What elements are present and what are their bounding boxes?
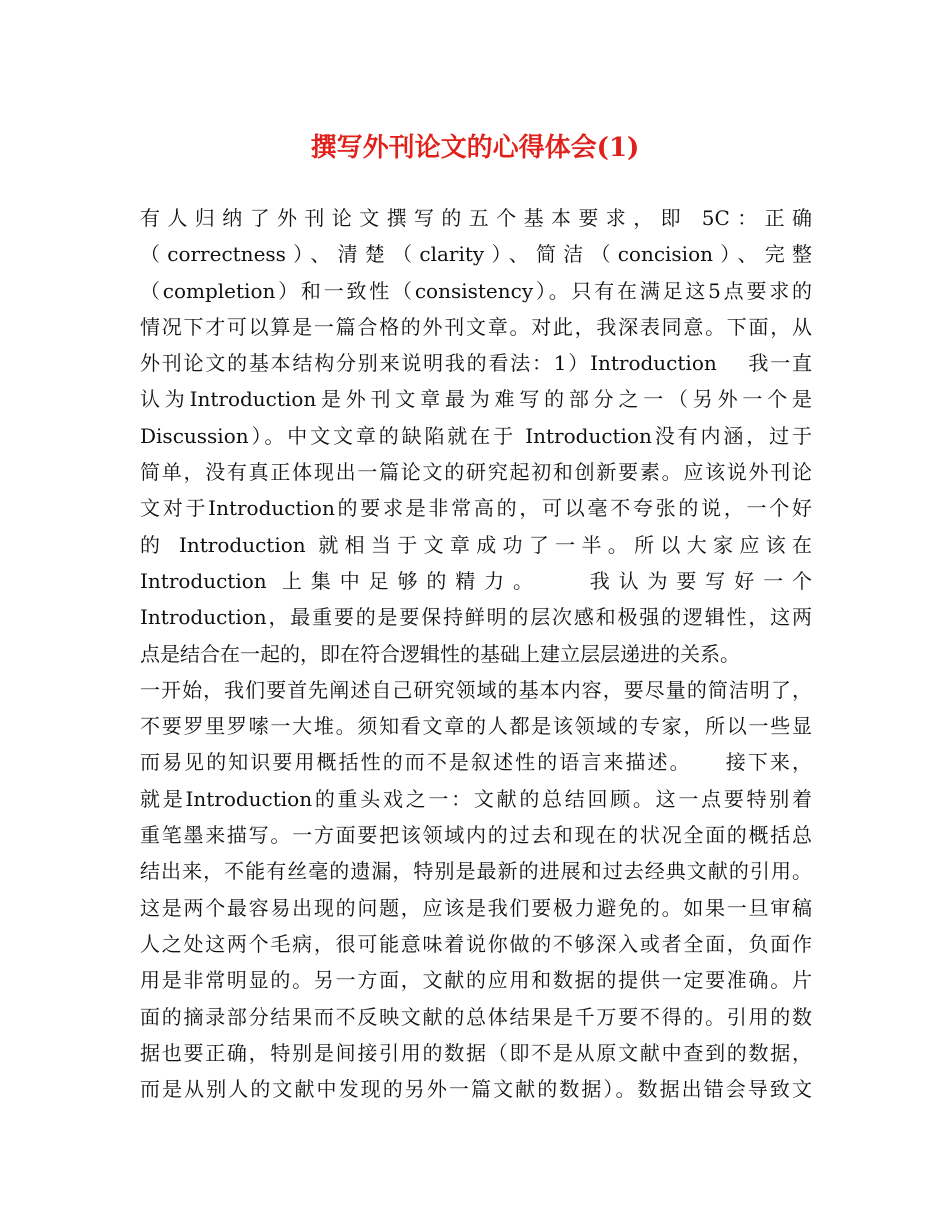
body-line: （completion）和一致性（consistency）。只有在满足这5点要求的	[140, 278, 812, 303]
body-line: Introduction，最重要的是要保持鲜明的层次感和极强的逻辑性，这两	[140, 605, 812, 630]
body-line: 重笔墨来描写。一方面要把该领域内的过去和现在的状况全面的概括总	[140, 823, 812, 848]
document-body	[140, 200, 812, 1107]
body-line: 认为Introduction是外刊文章最为难写的部分之一（另外一个是	[140, 387, 812, 412]
body-line: 点是结合在一起的，即在符合逻辑性的基础上建立层层递进的关系。	[140, 641, 740, 666]
document-title: 撰写外刊论文的心得体会(1)	[310, 133, 640, 163]
body-line: 情况下才可以算是一篇合格的外刊文章。对此，我深表同意。下面，从	[140, 314, 812, 339]
body-line: 有人归纳了外刊论文撰写的五个基本要求，即 5C：正确	[140, 206, 812, 230]
body-line: 一开始，我们要首先阐述自己研究领域的基本内容，要尽量的简洁明了，	[140, 677, 812, 702]
body-line: 文对于Introduction的要求是非常高的，可以毫不夸张的说，一个好	[140, 496, 812, 521]
body-line: 结出来，不能有丝毫的遗漏，特别是最新的进展和过去经典文献的引用。	[140, 859, 812, 884]
body-line: 而易见的知识要用概括性的而不是叙述性的语言来描述。 接下来，	[140, 750, 812, 775]
body-line: 就是Introduction的重头戏之一：文献的总结回顾。这一点要特别着	[140, 786, 812, 811]
body-line: （correctness）、清楚（clarity）、简洁（concision）、完整	[140, 242, 812, 267]
body-line: Introduction 上集中足够的精力。 我认为要写好一个	[140, 568, 812, 593]
body-line: 面的摘录部分结果而不反映文献的总体结果是千万要不得的。引用的数	[140, 1004, 812, 1029]
body-line: 用是非常明显的。另一方面，文献的应用和数据的提供一定要准确。片	[140, 968, 812, 993]
body-line: Discussion）。中文文章的缺陷就在于 Introduction没有内涵，过于	[140, 423, 812, 448]
body-line: 这是两个最容易出现的问题，应该是我们要极力避免的。如果一旦审稿	[140, 895, 812, 920]
body-line: 而是从别人的文献中发现的另外一篇文献的数据）。数据出错会导致文	[140, 1077, 812, 1102]
body-line: 不要罗里罗嗦一大堆。须知看文章的人都是该领域的专家，所以一些显	[140, 714, 812, 739]
body-line: 的 Introduction 就相当于文章成功了一半。所以大家应该在	[140, 532, 812, 557]
body-line: 简单，没有真正体现出一篇论文的研究起初和创新要素。应该说外刊论	[140, 460, 812, 485]
body-line: 外刊论文的基本结构分别来说明我的看法：1）Introduction 我一直	[140, 351, 812, 376]
body-line: 据也要正确，特别是间接引用的数据（即不是从原文献中查到的数据，	[140, 1040, 812, 1065]
body-line: 人之处这两个毛病，很可能意味着说你做的不够深入或者全面，负面作	[140, 931, 812, 956]
